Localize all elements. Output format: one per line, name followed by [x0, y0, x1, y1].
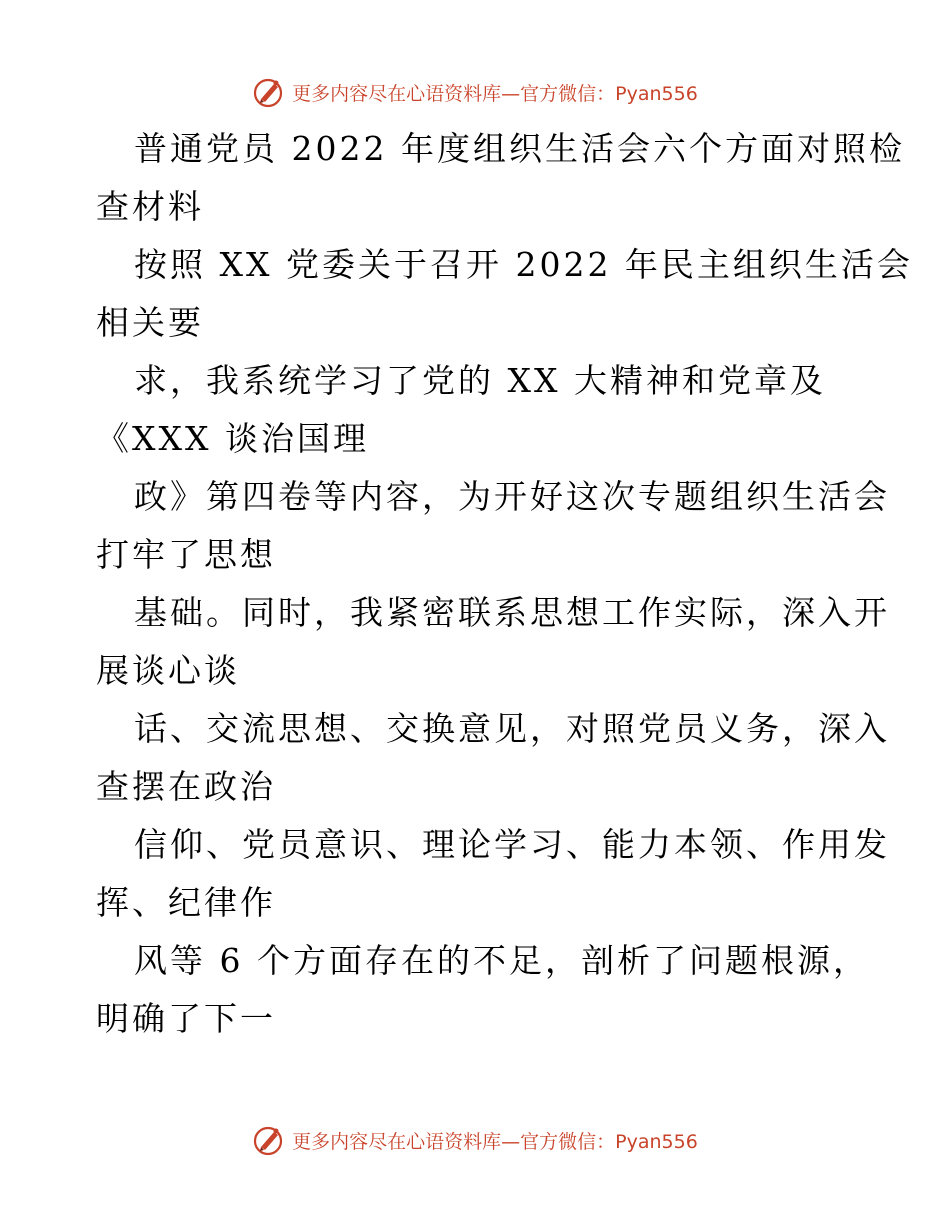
document-line: 相关要 — [96, 303, 204, 342]
document-line: 展谈心谈 — [96, 651, 240, 690]
document-line: 基础。同时，我紧密联系思想工作实际，深入开 — [134, 593, 890, 632]
document-line: 信仰、党员意识、理论学习、能力本领、作用发 — [134, 825, 890, 864]
watermark-text: 更多内容尽在心语资料库—官方微信：Pyan556 — [292, 1130, 698, 1153]
document-line: 查材料 — [96, 187, 204, 226]
document-line: 风等 6 个方面存在的不足，剖析了问题根源， — [134, 941, 869, 980]
document-line: 挥、纪律作 — [96, 883, 276, 922]
footer-watermark — [0, 1120, 950, 1160]
header-watermark — [0, 72, 950, 112]
document-line: 求，我系统学习了党的 XX 大精神和党章及 — [134, 361, 826, 400]
document-line: 政》第四卷等内容，为开好这次专题组织生活会 — [134, 477, 890, 516]
document-line: 话、交流思想、交换意见，对照党员义务，深入 — [134, 709, 890, 748]
document-line: 打牢了思想 — [96, 535, 276, 574]
document-line: 明确了下一 — [96, 999, 276, 1038]
document-line: 普通党员 2022 年度组织生活会六个方面对照检 — [134, 129, 905, 168]
watermark-text: 更多内容尽在心语资料库—官方微信：Pyan556 — [292, 82, 698, 105]
document-line: 按照 XX 党委关于召开 2022 年民主组织生活会 — [134, 245, 913, 284]
document-line: 查摆在政治 — [96, 767, 276, 806]
pen-logo-icon — [252, 1123, 286, 1157]
document-line: 《XXX 谈治国理 — [96, 419, 369, 458]
document-body — [96, 120, 913, 1048]
pen-logo-icon — [252, 75, 286, 109]
